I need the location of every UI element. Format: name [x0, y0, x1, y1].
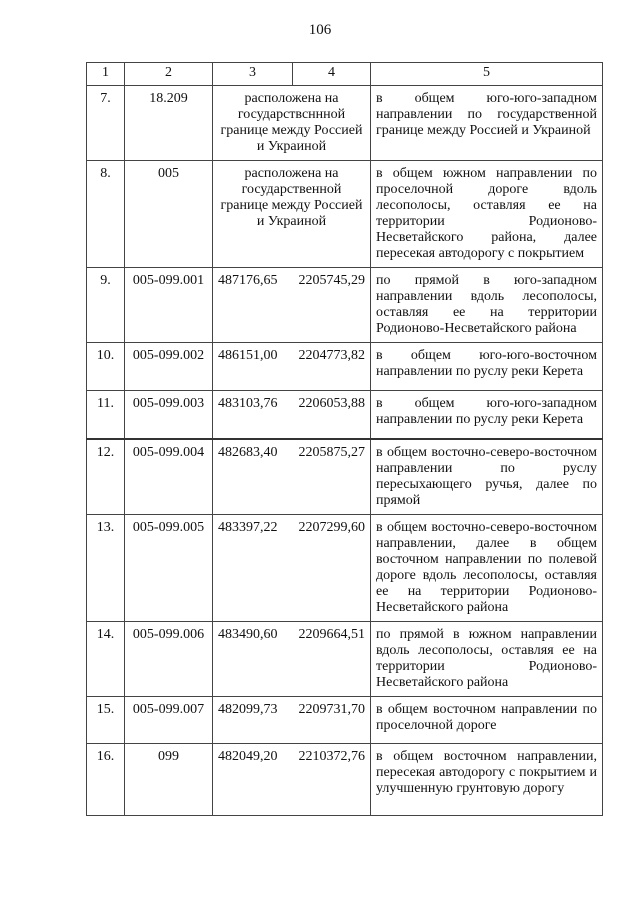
row-number: 12.	[87, 439, 125, 515]
row-number: 14.	[87, 621, 125, 696]
point-code: 18.209	[125, 86, 213, 161]
table-row	[87, 391, 603, 439]
row-number: 11.	[87, 391, 125, 439]
boundary-description: в общем восточном направлении по проселочной дороге	[371, 696, 603, 743]
row-number: 10.	[87, 343, 125, 391]
table-row	[87, 621, 603, 696]
page-number: 106	[308, 22, 332, 38]
table-row	[87, 268, 603, 343]
boundary-description: в общем восточно-северо-восточном направлении, далее в общем восточном направлении по полевой дороге вдоль лесополосы, оставляя ее на территории Родионово-Несветайского района	[371, 514, 603, 621]
boundary-description: в общем восточном направлении, пересекая автодорогу с покрытием и улучшенную грунтовую дорогу	[371, 743, 603, 815]
coordinate-x: 483490,60	[213, 621, 293, 696]
point-code: 099	[125, 743, 213, 815]
boundary-description: по прямой в юго-западном направлении вдоль лесополосы, оставляя ее на территории Родионово-Несветайского района	[371, 268, 603, 343]
point-code: 005-099.006	[125, 621, 213, 696]
point-code: 005-099.001	[125, 268, 213, 343]
coordinate-y: 2209664,51	[293, 621, 371, 696]
row-number: 13.	[87, 514, 125, 621]
coordinate-x: 487176,65	[213, 268, 293, 343]
header-col-5: 5	[371, 63, 603, 86]
location-note: расположена на государствсннной границе между Россией и Украиной	[213, 86, 371, 161]
row-number: 16.	[87, 743, 125, 815]
point-code: 005-099.007	[125, 696, 213, 743]
table-header-row	[87, 63, 603, 86]
point-code: 005-099.002	[125, 343, 213, 391]
header-col-4: 4	[293, 63, 371, 86]
coordinate-x: 486151,00	[213, 343, 293, 391]
coordinate-x: 482099,73	[213, 696, 293, 743]
row-number: 7.	[87, 86, 125, 161]
coordinate-x: 482049,20	[213, 743, 293, 815]
header-col-3: 3	[213, 63, 293, 86]
table-row	[87, 86, 603, 161]
table-row	[87, 343, 603, 391]
table-row	[87, 696, 603, 743]
boundary-description: в общем юго-юго-западном направлении по государственной границе между Россией и Украиной	[371, 86, 603, 161]
point-code: 005	[125, 161, 213, 268]
coordinate-x: 483397,22	[213, 514, 293, 621]
coordinate-y: 2210372,76	[293, 743, 371, 815]
row-number: 8.	[87, 161, 125, 268]
coordinate-y: 2205875,27	[293, 439, 371, 515]
coordinate-y: 2209731,70	[293, 696, 371, 743]
point-code: 005-099.003	[125, 391, 213, 439]
table-row	[87, 439, 603, 515]
boundary-description: в общем южном направлении по проселочной дороге вдоль лесополосы, оставляя ее на территории Родионово-Несветайского района, далее пересекая автодорогу с покрытием	[371, 161, 603, 268]
boundary-table	[86, 62, 603, 816]
table-row	[87, 161, 603, 268]
boundary-description: в общем восточно-северо-восточном направлении по руслу пересыхающего ручья, далее по прямой	[371, 439, 603, 515]
row-number: 9.	[87, 268, 125, 343]
coordinate-x: 482683,40	[213, 439, 293, 515]
boundary-description: в общем юго-юго-восточном направлении по руслу реки Керета	[371, 343, 603, 391]
coordinate-y: 2206053,88	[293, 391, 371, 439]
coordinate-y: 2207299,60	[293, 514, 371, 621]
coordinate-x: 483103,76	[213, 391, 293, 439]
table-row	[87, 514, 603, 621]
point-code: 005-099.004	[125, 439, 213, 515]
row-number: 15.	[87, 696, 125, 743]
boundary-description: по прямой в южном направлении вдоль лесополосы, оставляя ее на территории Родионово-Несветайского района	[371, 621, 603, 696]
coordinate-y: 2205745,29	[293, 268, 371, 343]
location-note: расположена на государственной границе между Россией и Украиной	[213, 161, 371, 268]
coordinate-y: 2204773,82	[293, 343, 371, 391]
boundary-description: в общем юго-юго-западном направлении по руслу реки Керета	[371, 391, 603, 439]
table-row	[87, 743, 603, 815]
header-col-1: 1	[87, 63, 125, 86]
header-col-2: 2	[125, 63, 213, 86]
point-code: 005-099.005	[125, 514, 213, 621]
